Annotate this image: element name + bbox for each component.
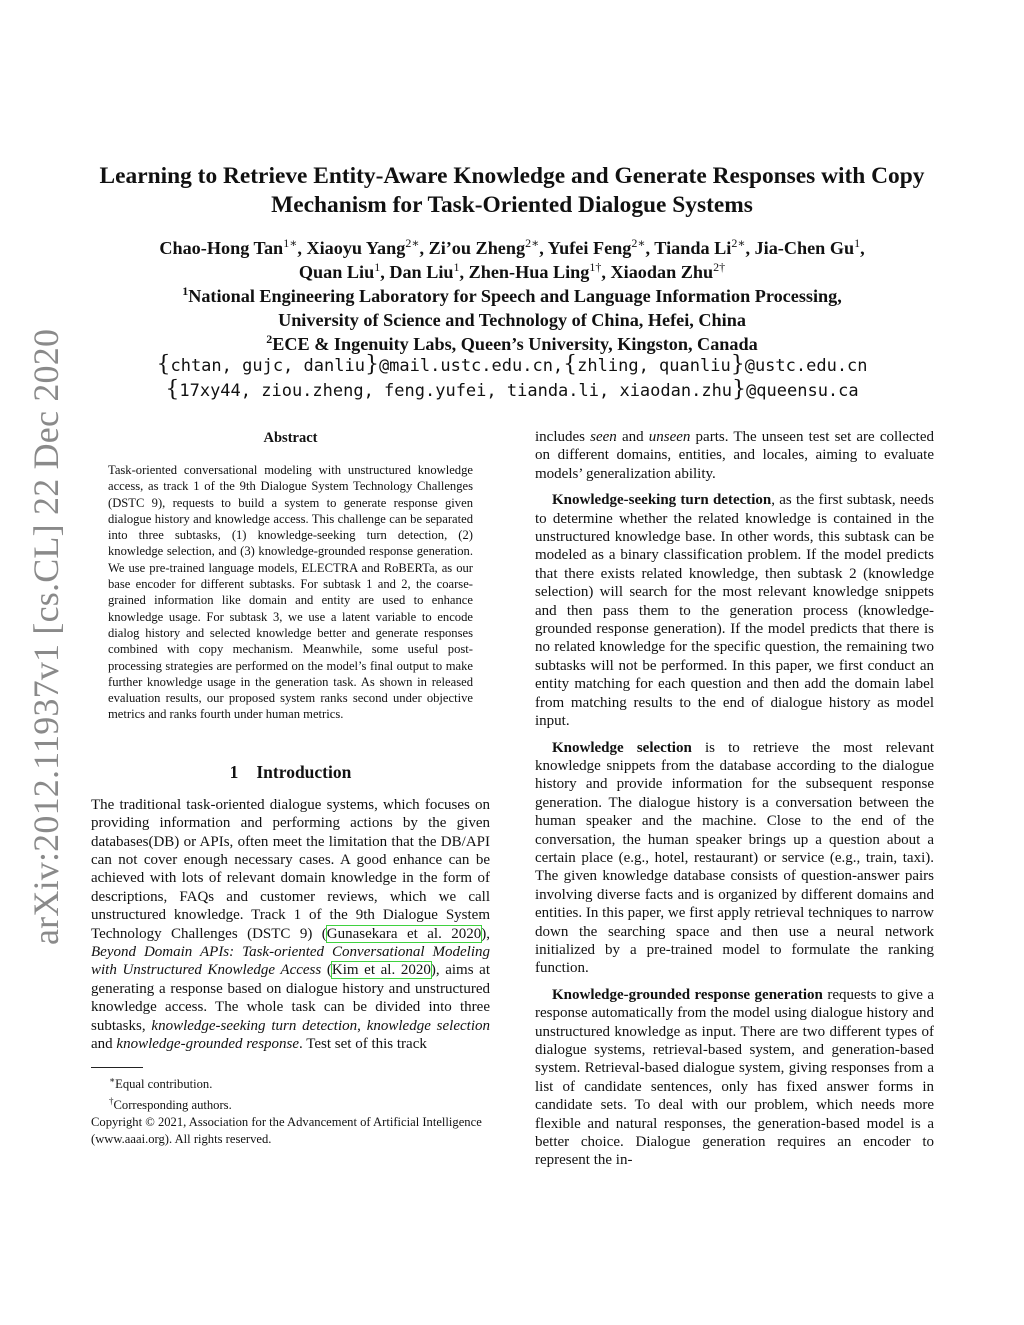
author-name: Xiaoyu Yang — [306, 238, 406, 258]
paragraph-lead-term: Knowledge-grounded response generation — [552, 986, 823, 1003]
paper-title — [80, 162, 944, 220]
author-name: Tianda Li — [654, 238, 732, 258]
title-line-2: Mechanism for Task-Oriented Dialogue Systems — [271, 192, 753, 218]
intro-text: ( — [321, 962, 332, 979]
affiliation-text: ECE & Ingenuity Labs, Queen’s University, Kingston, Canada — [272, 334, 758, 354]
intro-text: , — [357, 1017, 367, 1034]
brace-open: { — [165, 377, 180, 402]
footnote-text: Equal contribution. — [115, 1077, 213, 1092]
affiliation-text: National Engineering Laboratory for Speech and Language Information Processing, — [188, 286, 842, 306]
author-mark: 1† — [589, 259, 602, 274]
left-column — [91, 428, 490, 1147]
title-line-1: Learning to Retrieve Entity-Aware Knowledge and Generate Responses with Copy — [99, 163, 925, 189]
author-name: Zhen-Hua Ling — [468, 262, 590, 282]
author-mark: 2∗ — [631, 235, 646, 250]
brace-open: { — [563, 352, 578, 377]
emphasis-unseen: unseen — [648, 429, 691, 445]
subtask-name: knowledge selection — [366, 1017, 490, 1034]
email-domain: @queensu.ca — [746, 381, 859, 401]
affiliation-number: 1 — [182, 283, 189, 298]
abstract-text: Task-oriented conversational modeling with unstructured knowledge access, as track 1 of the 9th Dialogue System Technology Challenges (DSTC 9), requests to build a system to generate response given dialogue history and knowledge access. This challenge can be separated into three subtasks, (1) knowledge-seeking turn detection, (2) knowledge selection, and (3) knowledge-grounded response generation. We use pre-trained language models, ELECTRA and RoBERTa, as our base encoder for different subtasks. For subtask 1 and 2, the coarse-grained information like domain and entity are used to enhance knowledge usage. For subtask 3, we use a latent variable to encode dialog history and selected knowledge better and generate responses combined with copy mechanism. Meanwhile, some useful post-processing strategies are performed on the model’s final output to make further knowledge usage in the generation task. As shown in released evaluation results, our proposed system ranks second under objective metrics and ranks fourth under human metrics. — [108, 463, 473, 722]
email-users: 17xy44, ziou.zheng, feng.yufei, tianda.li, xiaodan.zhu — [179, 381, 733, 401]
section-heading-introduction — [91, 761, 490, 783]
arxiv-identifier-stamp: arXiv:2012.11937v1 [cs.CL] 22 Dec 2020 — [26, 328, 66, 945]
subtask-name: knowledge-seeking turn detection — [151, 1017, 358, 1034]
abstract-heading: Abstract — [263, 430, 318, 446]
brace-close: } — [364, 352, 379, 377]
footnote-text: Corresponding authors. — [113, 1098, 232, 1113]
right-column — [535, 428, 934, 1170]
challenge-title: Beyond Domain APIs: Task-oriented Conversational Modeling with Unstructured Knowledge Access — [91, 944, 490, 979]
author-name: Xiaodan Zhu — [610, 262, 714, 282]
footnote-mark: ∗ — [109, 1075, 116, 1086]
author-name: Zi’ou Zheng — [428, 238, 526, 258]
citation-link[interactable]: Kim et al. 2020 — [331, 962, 431, 979]
intro-text: . Test set of this track — [299, 1036, 427, 1053]
paragraph-turn-detection — [535, 491, 934, 730]
intro-text: ), — [481, 925, 490, 942]
intro-paragraph — [91, 796, 490, 1054]
citation-link[interactable]: Gunasekara et al. 2020 — [326, 925, 482, 942]
footnote-corresponding — [91, 1093, 490, 1114]
affiliation-1-line-2: University of Science and Technology of China, Hefei, China — [278, 310, 746, 330]
author-line-2: Quan Liu$^1$, Dan Liu$^1$, Zhen-Hua Ling$^{1\dagger}$, Xiaodan Zhu$^{2\dagger}$ — [298, 259, 726, 282]
affiliation-number: 2 — [266, 331, 273, 346]
author-mark: 1 — [453, 259, 460, 274]
author-name: Dan Liu — [389, 262, 454, 282]
body-text: includes — [535, 429, 591, 445]
paragraph-response-generation — [535, 986, 934, 1170]
intro-continuation-paragraph — [535, 428, 934, 483]
author-mark: 1 — [374, 259, 381, 274]
section-title-text: Introduction — [256, 761, 352, 782]
author-mark: 2† — [713, 259, 726, 274]
email-users: zhling, quanliu — [577, 356, 731, 376]
paragraph-knowledge-selection — [535, 739, 934, 978]
email-line-2 — [80, 378, 944, 403]
body-text: and — [616, 429, 649, 445]
email-block — [80, 353, 944, 403]
author-name: Quan Liu — [298, 262, 375, 282]
author-line-1: Chao-Hong Tan$^{1∗}$, Xiaoyu Yang$^{2∗}$, Zi’ou Zheng$^{2∗}$, Yufei Feng$^{2∗}$, Tianda $Li^{2∗}$, Jia-Chen Gu$^1$, — [159, 235, 865, 258]
body-text: , as the first subtask, needs to determine whether the related knowledge is contained in the unstructured knowledge base. In other words, this subtask can be modeled as a binary classification problem. If the model predicts that there exists related knowledge, then subtask 2 (knowledge selection) will search for the most relevant knowledge snippets and then pass them to the generation process (knowledge-grounded response generation). If the model predicts that there is no related knowledge for the specific question, the remaining two subtasks will not be performed. In this paper, we first conduct an entity matching for each question and then add the domain label from matching results to the end of dialogue history as model input. — [535, 492, 934, 730]
author-mark: 1∗ — [283, 235, 298, 250]
author-name: Chao-Hong Tan — [159, 238, 284, 258]
copyright-notice: Copyright © 2021, Association for the Advancement of Artificial Intelligence (www.aaai.org). All rights reserved. — [91, 1115, 482, 1146]
footnote-mark: † — [109, 1096, 114, 1107]
subtask-name: knowledge-grounded response — [116, 1036, 300, 1053]
email-domain: @mail.ustc.edu.cn, — [378, 356, 564, 376]
body-text: is to retrieve the most relevant knowledge snippets from the database according to the dialogue history and provide information for the subsequent response generation. The dialogue history is a conversation between the human speaker and the machine. Close to the end of the conversation, the human speaker brings up a question about a certain place (e.g., hotel, restaurant) or service (e.g., train, taxi). The given knowledge database consists of question-answer pairs involving diverse facts and is organized by different domains and entities. In this paper, we first apply retrieval techniques to narrow down the searching space and then use a neural network initialized by a pre-trained model to formulate the ranking function. — [535, 739, 934, 977]
email-line-1 — [80, 353, 944, 378]
footnote-equal-contribution — [91, 1072, 490, 1093]
intro-text: and — [91, 1036, 117, 1053]
footnote-divider — [91, 1067, 143, 1068]
brace-close: } — [730, 352, 745, 377]
body-text: requests to give a response automatically from the model using dialogue history and unstructured knowledge as input. There are two different types of dialogue systems, retrieval-based system, and generation-based system. Retrieval-based dialogue system, giving responses from a list of candidate sentences, only has fixed answer forms in candidate sets. To deal with our problem, which needs more flexible and natural responses, the generation-based model is a better choice. Dialogue generation requires an encoder to represent the in- — [535, 986, 934, 1169]
author-mark: 2∗ — [405, 235, 420, 250]
brace-open: { — [156, 352, 171, 377]
body-text: parts. The unseen test set are collected on different domains, entities, and locales, aiming to evaluate models’ generalization ability. — [535, 429, 934, 482]
paragraph-lead-term: Knowledge-seeking turn detection — [552, 492, 772, 509]
author-mark: 1 — [854, 235, 861, 250]
intro-text: ), aims at generating a response based on dialogue history and unstructured knowledge access. The whole task can be divided into three subtasks, — [91, 962, 491, 1034]
brace-close: } — [732, 377, 747, 402]
email-domain: @ustc.edu.cn — [744, 356, 868, 376]
section-number: 1 — [229, 761, 239, 782]
author-mark: 2∗ — [731, 235, 746, 250]
emphasis-seen: seen — [590, 429, 617, 445]
author-mark: 2∗ — [525, 235, 540, 250]
author-list — [90, 236, 934, 284]
email-users: chtan, gujc, danliu — [170, 356, 365, 376]
author-name: Jia-Chen Gu — [754, 238, 855, 258]
author-name: Yufei Feng — [547, 238, 632, 258]
intro-text: The traditional task-oriented dialogue systems, which focuses on providing information and performing actions by the given databases(DB) or APIs, often meet the limitation that the DB/API can not cover enough necessary cases. A good enhance can be achieved with lots of relevant domain knowledge in the form of descriptions, FAQs and customer reviews, which we call unstructured knowledge. Track 1 of the 9th Dialogue System Technology Challenges (DSTC 9) ( — [91, 796, 490, 942]
paragraph-lead-term: Knowledge selection — [552, 739, 692, 756]
affiliation-1-line-1 — [90, 284, 934, 308]
affiliation-block — [90, 284, 934, 356]
